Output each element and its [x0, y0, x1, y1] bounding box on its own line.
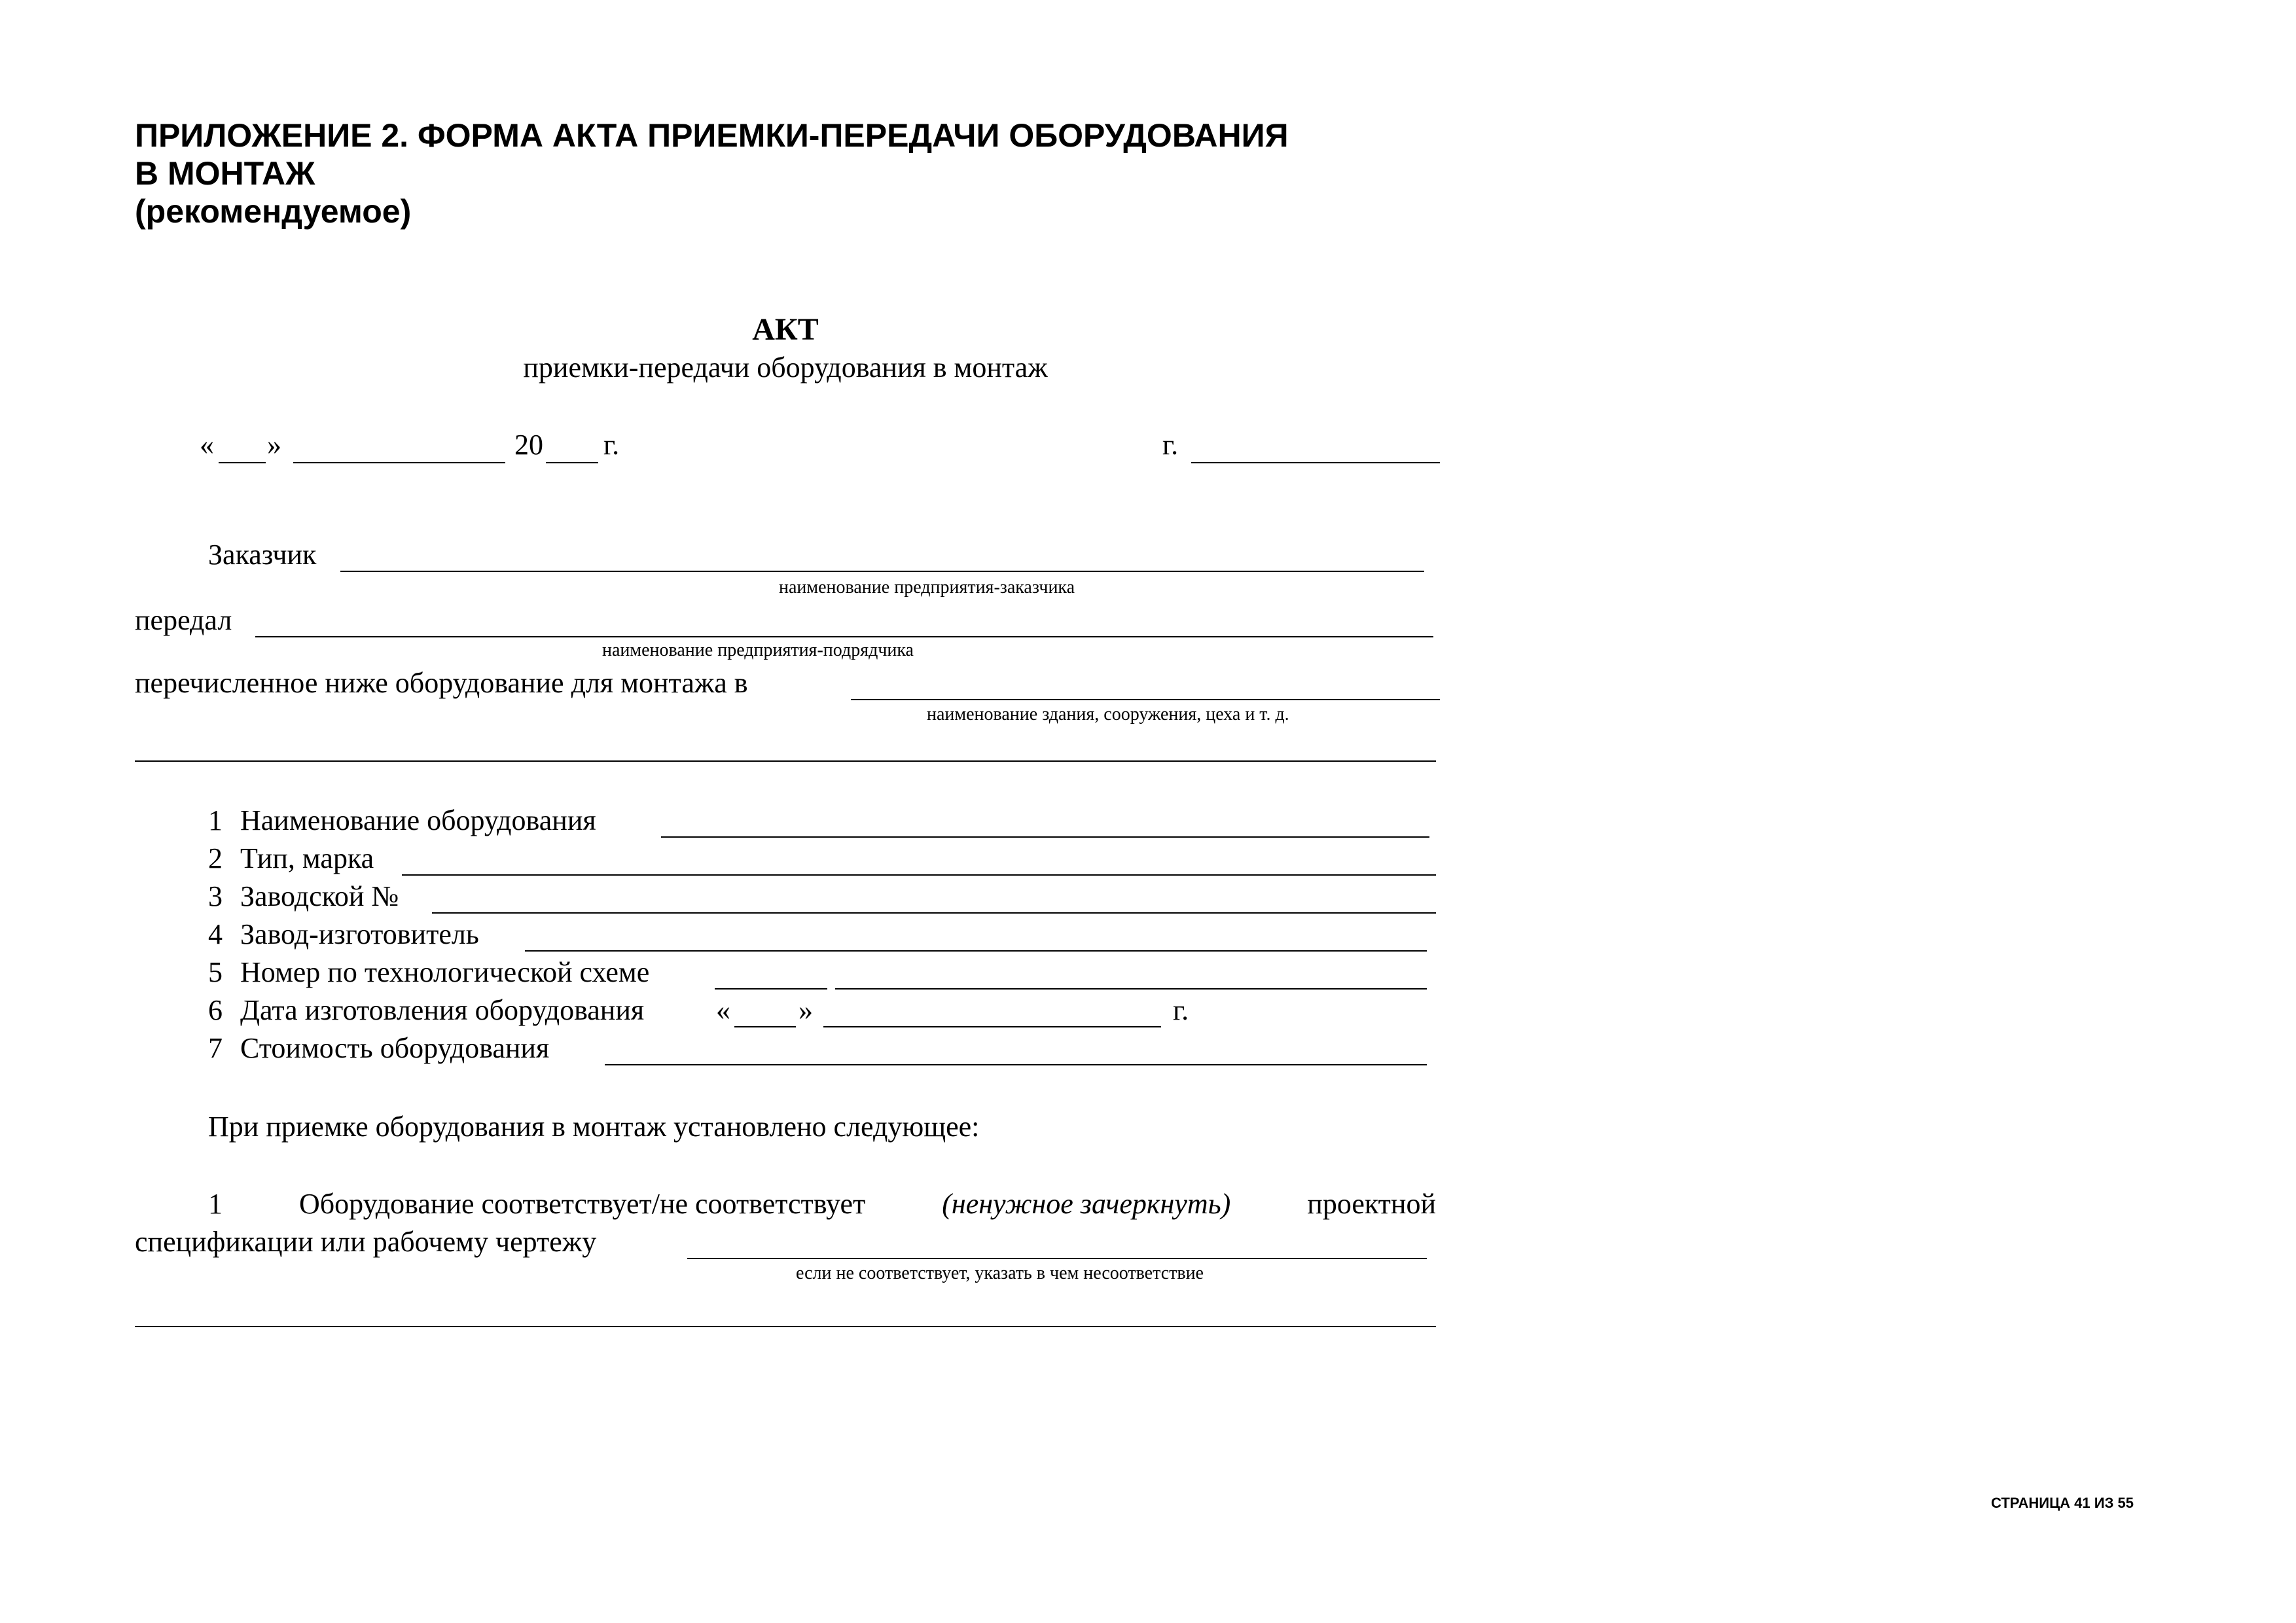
finding-1-blank[interactable] — [687, 1258, 1427, 1259]
act-title: АКТ — [752, 312, 819, 347]
contractor-blank[interactable] — [255, 636, 1433, 637]
year-blank[interactable] — [546, 462, 598, 463]
item-label-manufacture-date: Дата изготовления оборудования — [240, 994, 645, 1026]
finding-1-text-a: Оборудование соответствует/не соответствует — [298, 1188, 866, 1220]
act-subtitle: приемки-передачи оборудования в монтаж — [523, 351, 1048, 383]
item-label-name: Наименование оборудования — [240, 804, 596, 836]
building-continuation-blank[interactable] — [135, 760, 1436, 762]
item-number: 4 — [208, 918, 223, 950]
appendix-heading-line2: В МОНТАЖ — [135, 155, 315, 192]
contractor-hint: наименование предприятия-подрядчика — [602, 640, 914, 660]
item-label-type: Тип, марка — [240, 842, 374, 874]
appendix-heading-line1: ПРИЛОЖЕНИЕ 2. ФОРМА АКТА ПРИЕМКИ-ПЕРЕДАЧИ ОБОРУДОВАНИЯ — [135, 117, 1289, 154]
findings-intro: При приемке оборудования в монтаж установлено следующее: — [208, 1111, 980, 1143]
appendix-heading-line3: (рекомендуемое) — [135, 193, 412, 230]
manufacture-day-blank[interactable] — [734, 1026, 796, 1027]
item-number: 6 — [208, 994, 223, 1026]
equipment-label: перечисленное ниже оборудование для монтажа в — [135, 667, 748, 699]
customer-hint: наименование предприятия-заказчика — [779, 577, 1075, 597]
item-scheme-number-blank-a[interactable] — [715, 988, 827, 990]
transferred-label: передал — [135, 604, 232, 636]
finding-1-italic-note: (ненужное зачеркнуть) — [942, 1188, 1231, 1220]
city-prefix: г. — [1162, 429, 1179, 461]
date-open-quote: « — [200, 429, 214, 461]
item-number: 2 — [208, 842, 223, 874]
item-label-scheme-number: Номер по технологической схеме — [240, 956, 650, 988]
page-number: СТРАНИЦА 41 ИЗ 55 — [1991, 1495, 2134, 1511]
item-label-manufacturer: Завод-изготовитель — [240, 918, 479, 950]
item-number: 3 — [208, 880, 223, 912]
finding-1-line1 — [208, 1190, 1436, 1219]
item-number: 5 — [208, 956, 223, 988]
customer-blank[interactable] — [340, 571, 1424, 572]
manufacture-date-suffix: г. — [1173, 994, 1189, 1026]
manufacture-date-open-quote: « — [716, 994, 730, 1026]
item-type-blank[interactable] — [402, 874, 1436, 876]
item-label-cost: Стоимость оборудования — [240, 1032, 550, 1064]
manufacture-month-year-blank[interactable] — [823, 1026, 1161, 1027]
finding-1-hint: если не соответствует, указать в чем несоответствие — [796, 1263, 1204, 1283]
building-hint: наименование здания, сооружения, цеха и т. д. — [927, 704, 1289, 724]
month-blank[interactable] — [293, 462, 505, 463]
year-prefix: 20 — [514, 429, 543, 461]
item-cost-blank[interactable] — [605, 1064, 1427, 1065]
finding-1-text-b: проектной — [1307, 1188, 1436, 1220]
item-scheme-number-blank-b[interactable] — [835, 988, 1427, 990]
item-manufacturer-blank[interactable] — [525, 950, 1427, 952]
city-blank[interactable] — [1191, 462, 1440, 463]
date-close-quote: » — [267, 429, 281, 461]
item-number: 1 — [208, 804, 223, 836]
item-name-blank[interactable] — [661, 836, 1429, 838]
item-label-serial: Заводской № — [240, 880, 399, 912]
day-blank[interactable] — [219, 462, 266, 463]
finding-1-continuation-blank[interactable] — [135, 1326, 1436, 1327]
building-blank[interactable] — [851, 699, 1440, 700]
year-suffix: г. — [603, 429, 620, 461]
finding-1-line2: спецификации или рабочему чертежу — [135, 1226, 597, 1258]
item-number: 7 — [208, 1032, 223, 1064]
manufacture-date-close-quote: » — [798, 994, 813, 1026]
customer-label: Заказчик — [208, 539, 317, 571]
finding-1-number: 1 — [208, 1188, 223, 1220]
item-serial-blank[interactable] — [432, 912, 1436, 914]
